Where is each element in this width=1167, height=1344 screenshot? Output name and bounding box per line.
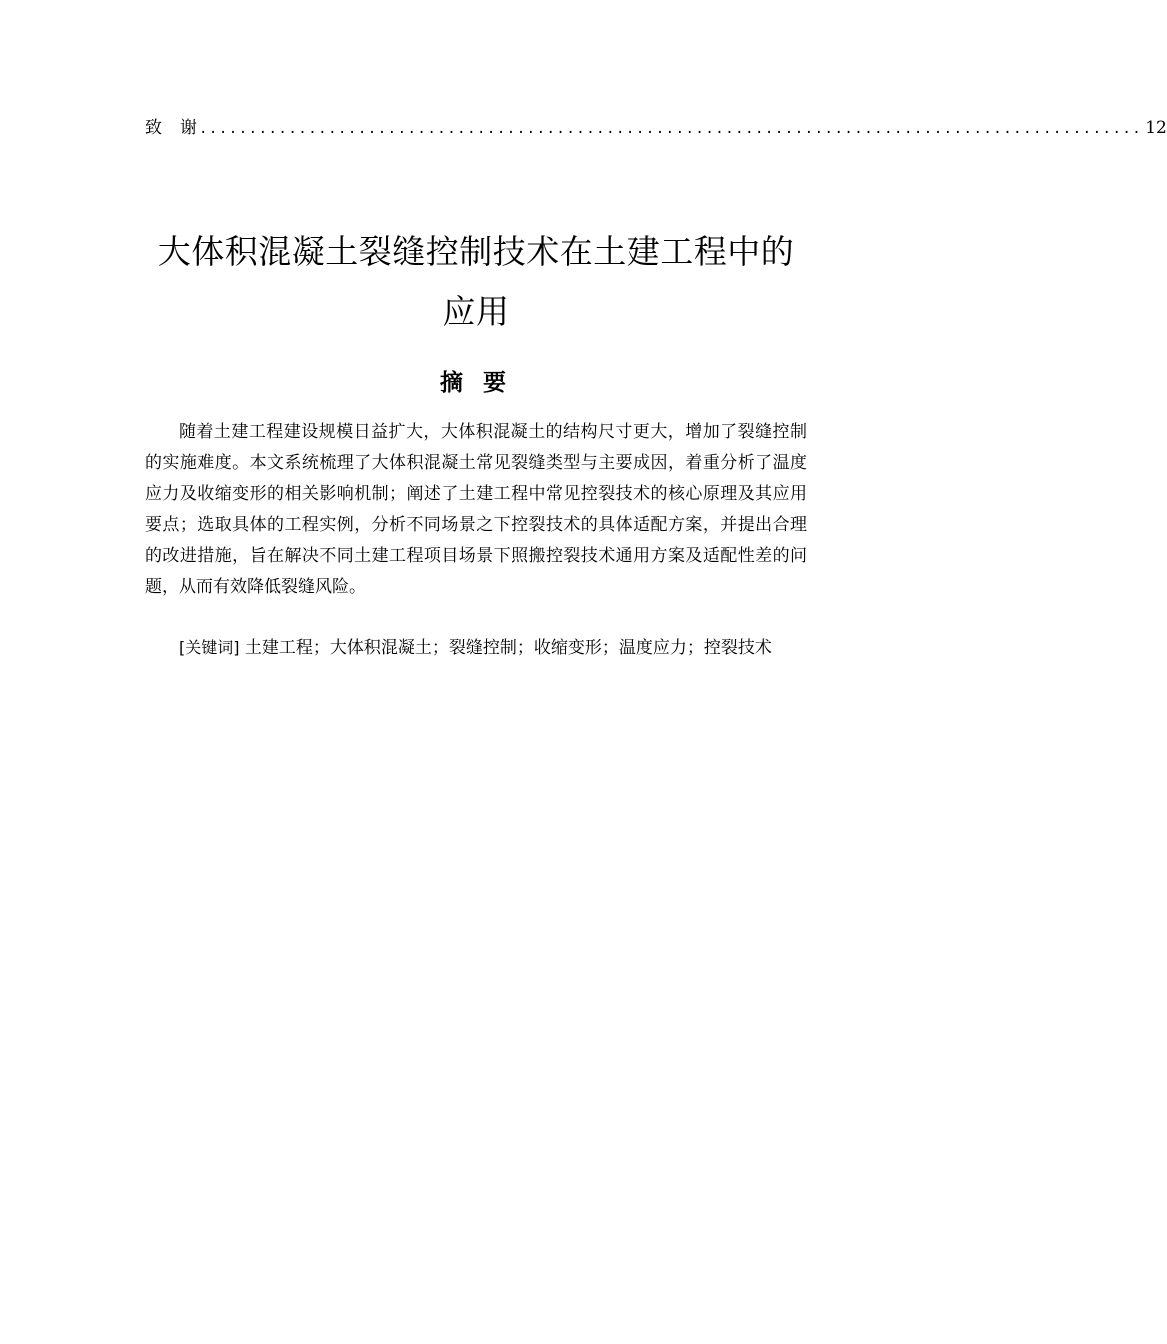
abstract-body: 随着土建工程建设规模日益扩大，大体积混凝土的结构尺寸更大，增加了裂缝控制的实施难度。本文系统梳理了大体积混凝土常见裂缝类型与主要成因，着重分析了温度应力及收缩变形的相关影响机制；阐述了土建工程中常见控裂技术的核心原理及其应用要点；选取具体的工程实例，分析不同场景之下控裂技术的具体适配方案，并提出合理的改进措施，旨在解决不同土建工程项目场景下照搬控裂技术通用方案及适配性差的问题，从而有效降低裂缝风险。 <box>145 422 807 597</box>
keywords-label: [关键词] <box>179 638 240 657</box>
keywords-paragraph <box>145 632 807 664</box>
toc-entry-label <box>145 116 197 140</box>
toc-entry-acknowledgements[interactable] <box>145 116 1167 140</box>
toc-label-char-1: 致 <box>145 118 162 138</box>
toc-label-char-2: 谢 <box>180 118 197 138</box>
keywords-list: 土建工程；大体积混凝土；裂缝控制；收缩变形；温度应力；控裂技术 <box>244 638 772 658</box>
paper-title: 大体积混凝土裂缝控制技术在土建工程中的应用 <box>157 232 795 331</box>
toc-page-number: 12 <box>1145 118 1167 138</box>
toc-dot-leader: ............................................................................................... <box>199 121 1143 137</box>
abstract-heading: 摘 要 <box>439 370 512 396</box>
